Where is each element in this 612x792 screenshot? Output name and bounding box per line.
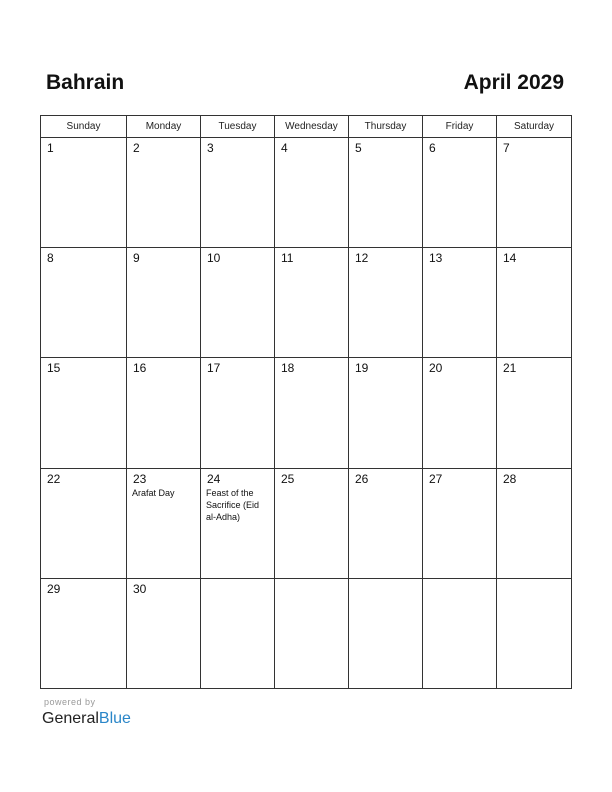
day-number: 2 xyxy=(133,141,140,155)
day-number: 18 xyxy=(281,361,295,376)
week-row xyxy=(41,578,572,688)
day-cell xyxy=(423,468,497,578)
day-cell xyxy=(201,468,275,578)
day-number: 11 xyxy=(281,251,294,266)
day-number: 29 xyxy=(47,581,61,596)
day-cell xyxy=(349,468,423,578)
day-cell xyxy=(423,248,497,358)
weekday-header-row xyxy=(41,116,572,138)
day-cell xyxy=(41,138,127,248)
brand-text-general: General xyxy=(42,710,99,727)
day-cell xyxy=(41,358,127,468)
day-cell xyxy=(127,578,201,688)
day-number: 21 xyxy=(503,361,517,376)
weekday-header: Saturday xyxy=(497,116,572,138)
day-number: 13 xyxy=(429,251,443,266)
day-cell xyxy=(497,358,572,468)
day-number: 14 xyxy=(503,251,517,266)
weekday-header: Sunday xyxy=(41,116,127,138)
day-cell xyxy=(349,578,423,688)
day-number: 5 xyxy=(355,141,362,155)
day-number: 22 xyxy=(47,471,61,486)
day-cell xyxy=(423,358,497,468)
day-number: 10 xyxy=(207,251,221,266)
day-cell xyxy=(497,578,572,688)
day-cell xyxy=(201,248,275,358)
day-cell xyxy=(275,578,349,688)
day-cell xyxy=(497,138,572,248)
day-number: 19 xyxy=(355,361,369,376)
day-cell xyxy=(127,468,201,578)
brand-text-blue: Blue xyxy=(98,710,131,727)
weekday-header: Tuesday xyxy=(201,116,275,138)
day-number: 12 xyxy=(355,251,369,266)
day-number: 25 xyxy=(281,471,295,486)
day-number: 24 xyxy=(207,471,221,486)
holiday-label: Arafat Day xyxy=(132,487,175,498)
weekday-header: Thursday xyxy=(349,116,423,138)
holiday-label: Feast of the Sacrifice (Eid al-Adha) xyxy=(206,487,260,522)
day-number: 3 xyxy=(207,141,214,155)
powered-by-label: powered by xyxy=(44,697,96,707)
day-number xyxy=(201,579,274,582)
day-number: 6 xyxy=(429,141,436,155)
day-cell xyxy=(201,358,275,468)
week-row xyxy=(41,138,572,248)
day-cell xyxy=(497,248,572,358)
day-number xyxy=(349,579,422,582)
day-number: 9 xyxy=(133,251,140,266)
day-cell xyxy=(41,468,127,578)
day-cell xyxy=(275,468,349,578)
day-number: 26 xyxy=(355,471,369,486)
day-cell xyxy=(497,468,572,578)
day-number: 30 xyxy=(133,581,147,596)
day-number: 17 xyxy=(207,361,221,376)
month-calendar-grid xyxy=(40,115,572,689)
day-cell xyxy=(127,358,201,468)
day-cell xyxy=(127,138,201,248)
day-number: 20 xyxy=(429,361,443,376)
day-cell xyxy=(201,138,275,248)
week-row xyxy=(41,468,572,578)
day-cell xyxy=(349,358,423,468)
day-number: 23 xyxy=(133,471,147,486)
day-cell xyxy=(349,248,423,358)
calendar-country-title: Bahrain xyxy=(46,71,125,94)
week-row xyxy=(41,358,572,468)
day-number xyxy=(275,579,348,582)
day-number xyxy=(497,579,571,582)
weekday-header: Friday xyxy=(423,116,497,138)
day-number xyxy=(423,579,496,582)
day-cell xyxy=(349,138,423,248)
day-number: 16 xyxy=(133,361,147,376)
day-cell xyxy=(275,138,349,248)
day-cell xyxy=(275,358,349,468)
calendar-month-title: April 2029 xyxy=(463,71,564,94)
day-number: 4 xyxy=(281,141,288,155)
day-cell xyxy=(127,248,201,358)
day-number: 15 xyxy=(47,361,61,376)
day-cell xyxy=(41,578,127,688)
day-cell xyxy=(423,138,497,248)
day-number: 27 xyxy=(429,471,443,486)
weekday-header: Monday xyxy=(127,116,201,138)
day-number: 7 xyxy=(503,141,510,155)
day-cell xyxy=(423,578,497,688)
weekday-header: Wednesday xyxy=(275,116,349,138)
day-number: 28 xyxy=(503,471,517,486)
day-number: 8 xyxy=(47,251,54,266)
day-number: 1 xyxy=(47,141,54,155)
day-cell xyxy=(275,248,349,358)
day-cell xyxy=(201,578,275,688)
week-row xyxy=(41,248,572,358)
generalblue-logo[interactable] xyxy=(42,709,131,729)
day-cell xyxy=(41,248,127,358)
